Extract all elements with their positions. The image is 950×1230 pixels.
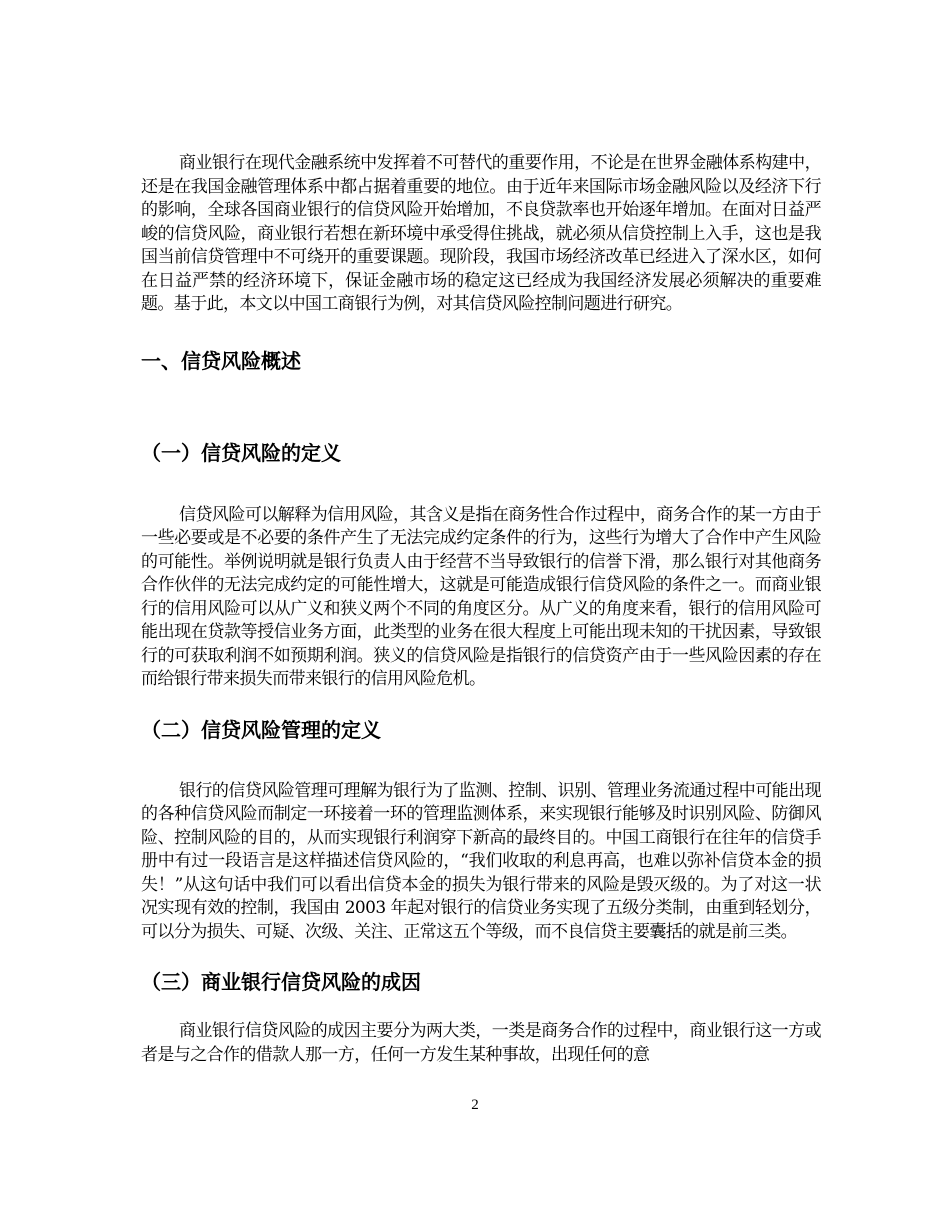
subsection-heading-credit-risk-management: （二）信贷风险管理的定义 xyxy=(141,717,381,742)
page-number: 2 xyxy=(471,1097,479,1113)
subsection-heading-credit-risk-causes: （三）商业银行信贷风险的成因 xyxy=(141,970,421,994)
credit-risk-management-paragraph: 银行的信贷风险管理可理解为银行为了监测、控制、识别、管理业务流通过程中可能出现的各种信贷风险而制定一环接着一环的管理监测体系，来实现银行能够及时识别风险、防御风险、控制风险的目的，从而实现银行利润穿下新高的最终目的。中国工商银行在往年的信贷手册中有过一段语言是这样描述信贷风险的，“我们收取的利息再高，也难以弥补信贷本金的损失！”从这句话中我们可以看出信贷本金的损失为银行带来的风险是毁灭级的。为了对这一状况实现有效的控制，我国由 2003 年起对银行的信贷业务实现了五级分类制，由重到轻划分，可以分为损失、可疑、次级、关注、正常这五个等级，而不良信贷主要囊括的就是前三类。 xyxy=(141,780,821,942)
document-page xyxy=(141,152,821,1067)
subsection-heading-credit-risk-definition: （一）信贷风险的定义 xyxy=(141,440,341,465)
credit-risk-definition-paragraph: 信贷风险可以解释为信用风险，其含义是指在商务性合作过程中，商务合作的某一方由于一些必要或是不必要的条件产生了无法完成约定条件的行为，这些行为增大了合作中产生风险的可能性。举例说明就是银行负责人由于经营不当导致银行的信誉下滑，那么银行对其他商务合作伙伴的无法完成约定的可能性增大，这就是可能造成银行信贷风险的条件之一。而商业银行的信用风险可以从广义和狭义两个不同的角度区分。从广义的角度来看，银行的信用风险可能出现在贷款等授信业务方面，此类型的业务在很大程度上可能出现未知的干扰因素，导致银行的可获取利润不如预期利润。狭义的信贷风险是指银行的信贷资产由于一些风险因素的存在而给银行带来损失而带来银行的信用风险危机。 xyxy=(141,504,821,689)
credit-risk-causes-paragraph: 商业银行信贷风险的成因主要分为两大类，一类是商务合作的过程中，商业银行这一方或者是与之合作的借款人那一方，任何一方发生某种事故，出现任何的意 xyxy=(141,1021,821,1065)
intro-paragraph: 商业银行在现代金融系统中发挥着不可替代的重要作用，不论是在世界金融体系构建中，还是在我国金融管理体系中都占据着重要的地位。由于近年来国际市场金融风险以及经济下行的影响，全球各国商业银行的信贷风险开始增加，不良贷款率也开始逐年增加。在面对日益严峻的信贷风险，商业银行若想在新环境中承受得住挑战，就必须从信贷控制上入手，这也是我国当前信贷管理中不可绕开的重要课题。现阶段，我国市场经济改革已经进入了深水区，如何在日益严禁的经济环境下，保证金融市场的稳定这已经成为我国经济发展必须解决的重要难题。基于此，本文以中国工商银行为例，对其信贷风险控制问题进行研究。 xyxy=(141,153,821,314)
section-heading-credit-risk-overview: 一、信贷风险概述 xyxy=(141,348,301,373)
